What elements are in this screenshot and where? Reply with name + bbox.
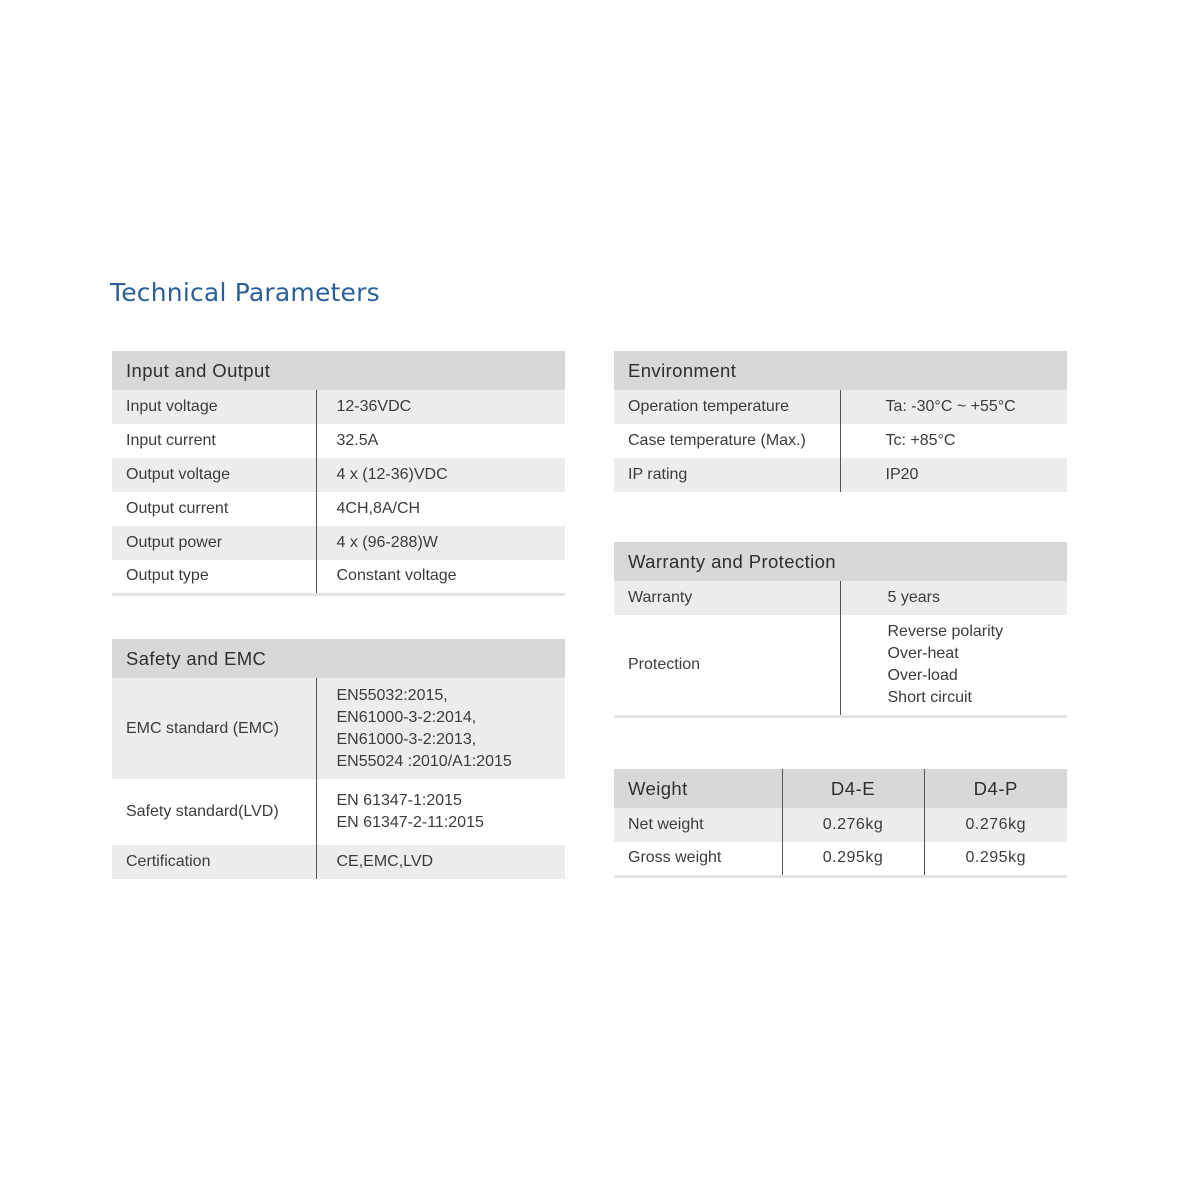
table-row bbox=[614, 615, 1067, 717]
row-label: IP rating bbox=[614, 458, 840, 492]
row-label: Case temperature (Max.) bbox=[628, 432, 806, 449]
value-line: Reverse polarity bbox=[887, 623, 1004, 640]
value-line: EN61000-3-2:2013, bbox=[336, 730, 477, 748]
row-label: Operation temperature bbox=[614, 390, 840, 424]
row-label: Certification bbox=[112, 845, 316, 879]
value-line: EN55024 :2010/A1:2015 bbox=[336, 752, 512, 770]
table-row bbox=[614, 458, 1067, 492]
row-value: 12-36VDC bbox=[316, 390, 565, 424]
row-value: CE,EMC,LVD bbox=[316, 845, 565, 879]
row-label: Protection bbox=[614, 615, 840, 717]
value-line: Over-load bbox=[887, 667, 958, 684]
table-header bbox=[614, 542, 1067, 581]
table-row bbox=[112, 678, 565, 779]
table-row bbox=[112, 526, 565, 560]
table-row bbox=[112, 492, 565, 526]
table-row bbox=[614, 842, 1067, 876]
row-value: 4CH,8A/CH bbox=[316, 492, 565, 526]
row-value bbox=[840, 615, 1067, 717]
value-line: Short circuit bbox=[887, 689, 972, 706]
value-line: EN55032:2015, bbox=[336, 686, 448, 704]
row-label: Output voltage bbox=[112, 458, 316, 492]
row-value bbox=[316, 779, 565, 845]
row-label: Input current bbox=[126, 432, 216, 449]
row-value: Tc: +85°C bbox=[840, 424, 1067, 458]
warranty-protection-table bbox=[614, 542, 1067, 718]
row-value: 4 x (12-36)VDC bbox=[316, 458, 565, 492]
row-value: Constant voltage bbox=[316, 560, 565, 594]
column-header: D4-P bbox=[924, 769, 1067, 808]
row-label: Gross weight bbox=[614, 842, 782, 876]
table-row bbox=[112, 779, 565, 845]
table-row bbox=[112, 390, 565, 424]
row-label: Output type bbox=[112, 560, 316, 594]
page-title: Technical Parameters bbox=[110, 278, 380, 307]
table-header bbox=[614, 351, 1067, 390]
table-header bbox=[112, 639, 565, 678]
safety-emc-table bbox=[112, 639, 565, 879]
environment-title: Environment bbox=[614, 351, 1067, 390]
warranty-protection-title: Warranty and Protection bbox=[614, 542, 1067, 581]
safety-emc-title: Safety and EMC bbox=[112, 639, 565, 678]
value-line: EN 61347-1:2015 bbox=[336, 792, 462, 809]
weight-title: Weight bbox=[614, 769, 782, 808]
row-value: IP20 bbox=[840, 458, 1067, 492]
row-label: Warranty bbox=[614, 581, 840, 615]
row-label: Net weight bbox=[614, 808, 782, 842]
row-value: Ta: -30°C ~ +55°C bbox=[840, 390, 1067, 424]
row-value: 32.5A bbox=[316, 424, 565, 458]
row-value: 4 x (96-288)W bbox=[316, 526, 565, 560]
row-label: Safety standard(LVD) bbox=[126, 803, 279, 820]
row-value: 0.295kg bbox=[924, 842, 1067, 876]
row-label: Input voltage bbox=[112, 390, 316, 424]
row-label: EMC standard (EMC) bbox=[112, 678, 316, 779]
row-label: Output current bbox=[126, 500, 229, 517]
row-value: 0.276kg bbox=[924, 808, 1067, 842]
value-line: EN 61347-2-11:2015 bbox=[336, 814, 484, 831]
value-line: EN61000-3-2:2014, bbox=[336, 708, 477, 726]
input-output-title: Input and Output bbox=[112, 351, 565, 390]
row-value: 5 years bbox=[840, 581, 1067, 615]
environment-table bbox=[614, 351, 1067, 492]
table-row bbox=[112, 458, 565, 492]
value-line: Over-heat bbox=[887, 645, 959, 662]
input-output-table bbox=[112, 351, 565, 596]
table-header bbox=[614, 769, 1067, 808]
table-header bbox=[112, 351, 565, 390]
weight-table bbox=[614, 769, 1067, 878]
table-row bbox=[112, 560, 565, 594]
table-row bbox=[614, 581, 1067, 615]
table-row bbox=[614, 808, 1067, 842]
row-label: Output power bbox=[112, 526, 316, 560]
table-row bbox=[112, 845, 565, 879]
row-value bbox=[316, 678, 565, 779]
row-value: 0.276kg bbox=[782, 808, 924, 842]
table-row bbox=[614, 390, 1067, 424]
table-row bbox=[112, 424, 565, 458]
table-row bbox=[614, 424, 1067, 458]
column-header: D4-E bbox=[782, 769, 924, 808]
row-value: 0.295kg bbox=[782, 842, 924, 876]
